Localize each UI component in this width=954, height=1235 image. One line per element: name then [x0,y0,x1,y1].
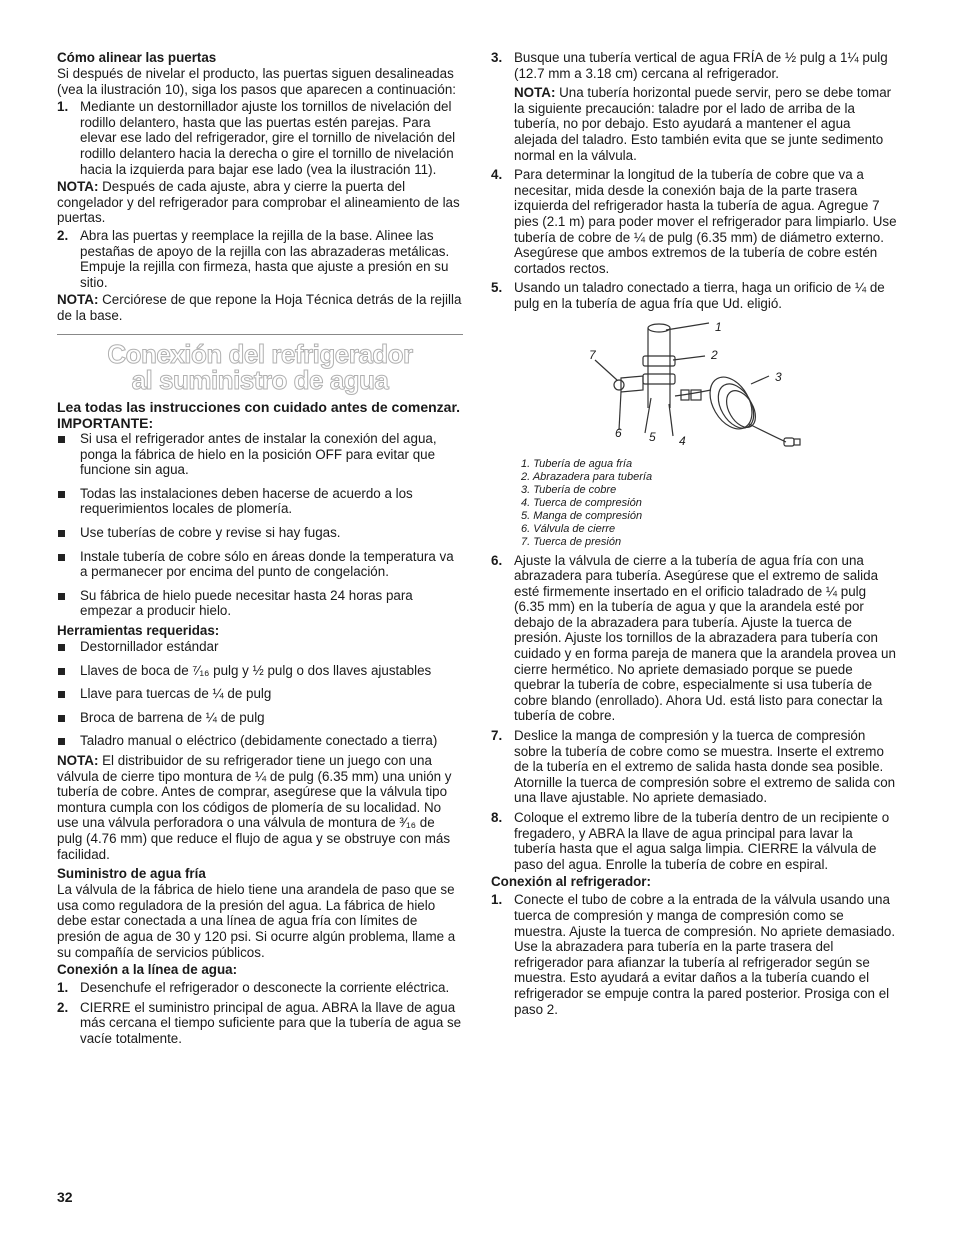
note-3 [57,753,463,862]
note-2 [57,292,463,323]
align-intro: Si después de nivelar el producto, las puertas siguen desalineadas (vea la ilustración 10), siga los pasos que aparecen a continuación: [57,66,456,97]
tool-item [57,639,463,655]
important-item [57,431,463,478]
step-number: 1. [57,99,69,115]
step-text: Para determinar la longitud de la tubería de cobre que va a necesitar, mida desde la conexión baja de la parte trasera izquierda del refrigerador hasta la tubería de agua. Agregue 7 pies (2.1 m) para poder mover el refrigerador para limpiarlo. Use tubería de cobre de ¼ de pulg (6.35 mm) de diámetro externo. Asegúrese que ambos extremos de la tubería de cobre estén cortados rectos. [514,167,897,276]
step-number: 8. [491,810,503,825]
note-label: NOTA: [514,85,556,101]
step-number: 5. [491,280,503,296]
fridge-connection-title: Conexión al refrigerador: [491,874,651,890]
section-divider [57,334,463,335]
item-text: Use tuberías de cobre y revise si hay fugas. [80,525,341,541]
important-item [57,486,463,517]
bullet-icon [58,644,65,651]
callout-1: 1 [715,319,722,334]
note-text: El distribuidor de su refrigerador tiene un juego con una válvula de cierre tipo montura de ¼ de pulg (6.35 mm) una unión y tubería de cobre. Antes de comprar, asegúrese que la válvula tipo montura cumpla con los códigos de plomería de su localidad. No use una válvula perforadora o una válvula de montura de ³⁄₁₆ de pulg (4.76 mm) que reduce el flujo de agua y se obstruye con más facilidad. [57,753,452,862]
step-text: Abra las puertas y reemplace la rejilla de la base. Alinee las pestañas de apoyo de la rejilla con las abrazaderas metálicas. Empuje la rejilla con firmeza, hasta que ajuste a presión en su sitio. [80,227,450,290]
step-number: 6. [491,552,503,568]
line-connection-title: Conexión a la línea de agua: [57,962,238,978]
item-text: Taladro manual o eléctrico (debidamente conectado a tierra) [80,733,438,749]
callout-4: 4 [679,433,686,448]
important-item [57,525,463,541]
legend-item: 3. Tubería de cobre [521,483,617,496]
item-text: Destornillador estándar [80,639,219,655]
note-label: NOTA: [57,179,99,195]
step-text: Desenchufe el refrigerador o desconecte la corriente eléctrica. [80,980,450,996]
important-item [57,588,463,619]
step-number: 1. [491,892,503,908]
align-step-1 [57,99,463,177]
callout-6: 6 [615,425,622,440]
bullet-icon [58,530,65,537]
tool-item [57,733,463,749]
section-title-line-1: Conexión del refrigerador [107,338,413,369]
item-text: Llaves de boca de ⁷⁄₁₆ pulg y ½ pulg o dos llaves ajustables [80,662,432,678]
bullet-icon [58,436,65,443]
callout-5: 5 [649,429,656,444]
note-label: NOTA: [57,753,99,768]
step-number: 7. [491,728,503,744]
item-text: Su fábrica de hielo puede necesitar hasta 24 horas para empezar a producir hielo. [80,587,413,619]
step-text: Conecte el tubo de cobre a la entrada de la válvula usando una tuerca de compresión y manga de compresión como se muestra. Ajuste la tuerca de compresión. No apriete demasiado. Use la abrazadera para tubería en la parte trasera del refrigerador para afianzar la tubería al refrigerador según se muestra. Esto ayudará a evitar daños a la tubería cuando el refrigerador se empuje contra la pared posterior. Prosiga con el paso 2. [514,892,896,1017]
step-4 [491,167,897,276]
cold-water-text: La válvula de la fábrica de hielo tiene una arandela de paso que se usa como reguladora de la presión del agua. La fábrica de hielo debe estar conectada a una línea de agua fría con límites de presión de agua de 30 y 120 psi. Si ocurre algún problema, llame a su compañía de servicios públicos. [57,882,456,960]
step-3 [491,50,897,163]
callout-2: 2 [711,347,718,362]
bullet-icon [58,691,65,698]
page-number: 32 [57,1189,73,1205]
legend-item: 6. Válvula de cierre [521,522,616,535]
step-text: Mediante un destornillador ajuste los tornillos de nivelación del rodillo delantero, hasta que las puertas estén parejas. Para elevar ese lado del refrigerador, gire el tornillo de nivelación del rodillo delantero hacia la derecha o gire el tornillo de nivelación hacia la izquierda para bajar ese lado (vea la ilustración 11). [80,99,456,177]
legend-item: 2. Abrazadera para tubería [521,470,653,483]
tools-title: Herramientas requeridas: [57,623,220,639]
step-text: CIERRE el suministro principal de agua. ABRA la llave de agua más cercana el tiempo suficiente para que la tubería de agua se vacíe totalmente. [80,999,462,1046]
align-step-2 [57,228,463,290]
bullet-icon [58,491,65,498]
diagram-legend [521,458,897,549]
align-title: Cómo alinear las puertas [57,50,217,65]
callout-3: 3 [775,369,782,384]
important-item [57,549,463,580]
step-7 [491,728,897,806]
section-title-line-2: al suministro de agua [131,364,389,395]
note-4 [514,85,897,163]
step-number: 3. [491,50,503,65]
note-text: Una tubería horizontal puede servir, pero se debe tomar la siguiente precaución: taladre por el lado de arriba de la tubería, no por debajo. Esto ayudará a mantener el agua alejada del taladro. Esto también evita que se junte sedimento normal en la válvula. [514,85,892,163]
important-heading: IMPORTANTE: [57,414,154,431]
step-text: Usando un taladro conectado a tierra, haga un orificio de ¼ de pulg en la tubería de agua fría que Ud. eligió. [514,280,885,311]
step-8 [491,810,897,872]
callout-7: 7 [589,347,596,362]
step-5 [491,280,897,311]
legend-item: 4. Tuerca de compresión [521,496,642,509]
bullet-icon [58,554,65,561]
step-text: Deslice la manga de compresión y la tuerca de compresión sobre la tubería de cobre como se muestra. Inserte el extremo de la tubería en el extremo de salida hasta donde sea posible. Atornille la tuerca de compresión sobre el extremo de salida con una llave ajustable. No apriete demasiado. [514,728,896,806]
item-text: Llave para tuercas de ¼ de pulg [80,686,272,702]
line-step-1 [57,980,463,996]
note-text: Después de cada ajuste, abra y cierre la puerta del congelador y del refrigerador para comprobar el alineamiento de las puertas. [57,179,460,226]
item-text: Broca de barrena de ¼ de pulg [80,709,265,725]
bullet-icon [58,738,65,745]
tool-item [57,686,463,702]
read-all-heading: Lea todas las instrucciones con cuidado antes de comenzar. [57,398,461,415]
item-text: Instale tubería de cobre sólo en áreas donde la temperatura va a permanecer por encima del punto de congelación. [80,548,454,580]
tool-item [57,663,463,679]
left-column [57,50,463,1047]
line-step-2 [57,1000,463,1047]
cold-water-title: Suministro de agua fría [57,866,206,882]
legend-item: 1. Tubería de agua fría [521,457,633,470]
right-column [491,50,897,1017]
bullet-icon [58,593,65,600]
legend-item: 5. Manga de compresión [521,509,643,522]
bullet-icon [58,668,65,675]
tool-item [57,710,463,726]
step-6 [491,553,897,725]
step-text: Ajuste la válvula de cierre a la tubería de agua fría con una abrazadera para tubería. Asegúrese que el extremo de salida esté firmemente insertado en el orificio taladrado de ¼ pulg (6.35 mm) en la tubería de agua y que la arandela esté por debajo de la abrazadera para tubería. Ajuste la tuerca de presión. Ajuste los tornillos de la abrazadera para tubería con cuidado y en forma pareja de manera que la arandela provea un cierre hermético. No apriete demasiado porque se puede quebrar la tubería de cobre, especialmente si usa tubería de cobre blando (enrollado). Ahora Ud. está listo para conectar la tubería de cobre. [514,552,896,724]
step-number: 2. [57,999,69,1015]
note-text: Cerciórese de que repone la Hoja Técnica detrás de la rejilla de la base. [57,292,462,323]
note-label: NOTA: [57,292,99,308]
note-1 [57,179,463,226]
item-text: Todas las instalaciones deben hacerse de acuerdo a los requerimientos locales de plomería. [80,485,413,517]
step-number: 2. [57,227,69,243]
valve-diagram [491,318,897,458]
step-number: 4. [491,167,503,183]
legend-item: 7. Tuerca de presión [521,535,622,548]
step-text: Busque una tubería vertical de agua FRÍA de ½ pulg a 1¼ pulg (12.7 mm a 3.18 cm) cercana al refrigerador. [514,50,888,81]
bullet-icon [58,715,65,722]
section-title [57,338,463,395]
fridge-step-1 [491,892,897,1017]
item-text: Si usa el refrigerador antes de instalar la conexión del agua, ponga la fábrica de hielo en la posición OFF para evitar que funcione sin agua. [80,431,437,478]
step-number: 1. [57,980,69,996]
step-text: Coloque el extremo libre de la tubería dentro de un recipiente o fregadero, y ABRA la llave de agua principal para lavar la tubería hasta que el agua salga limpia. CIERRE la válvula de paso del agua. Enrolle la tubería de cobre en espiral. [514,810,890,872]
